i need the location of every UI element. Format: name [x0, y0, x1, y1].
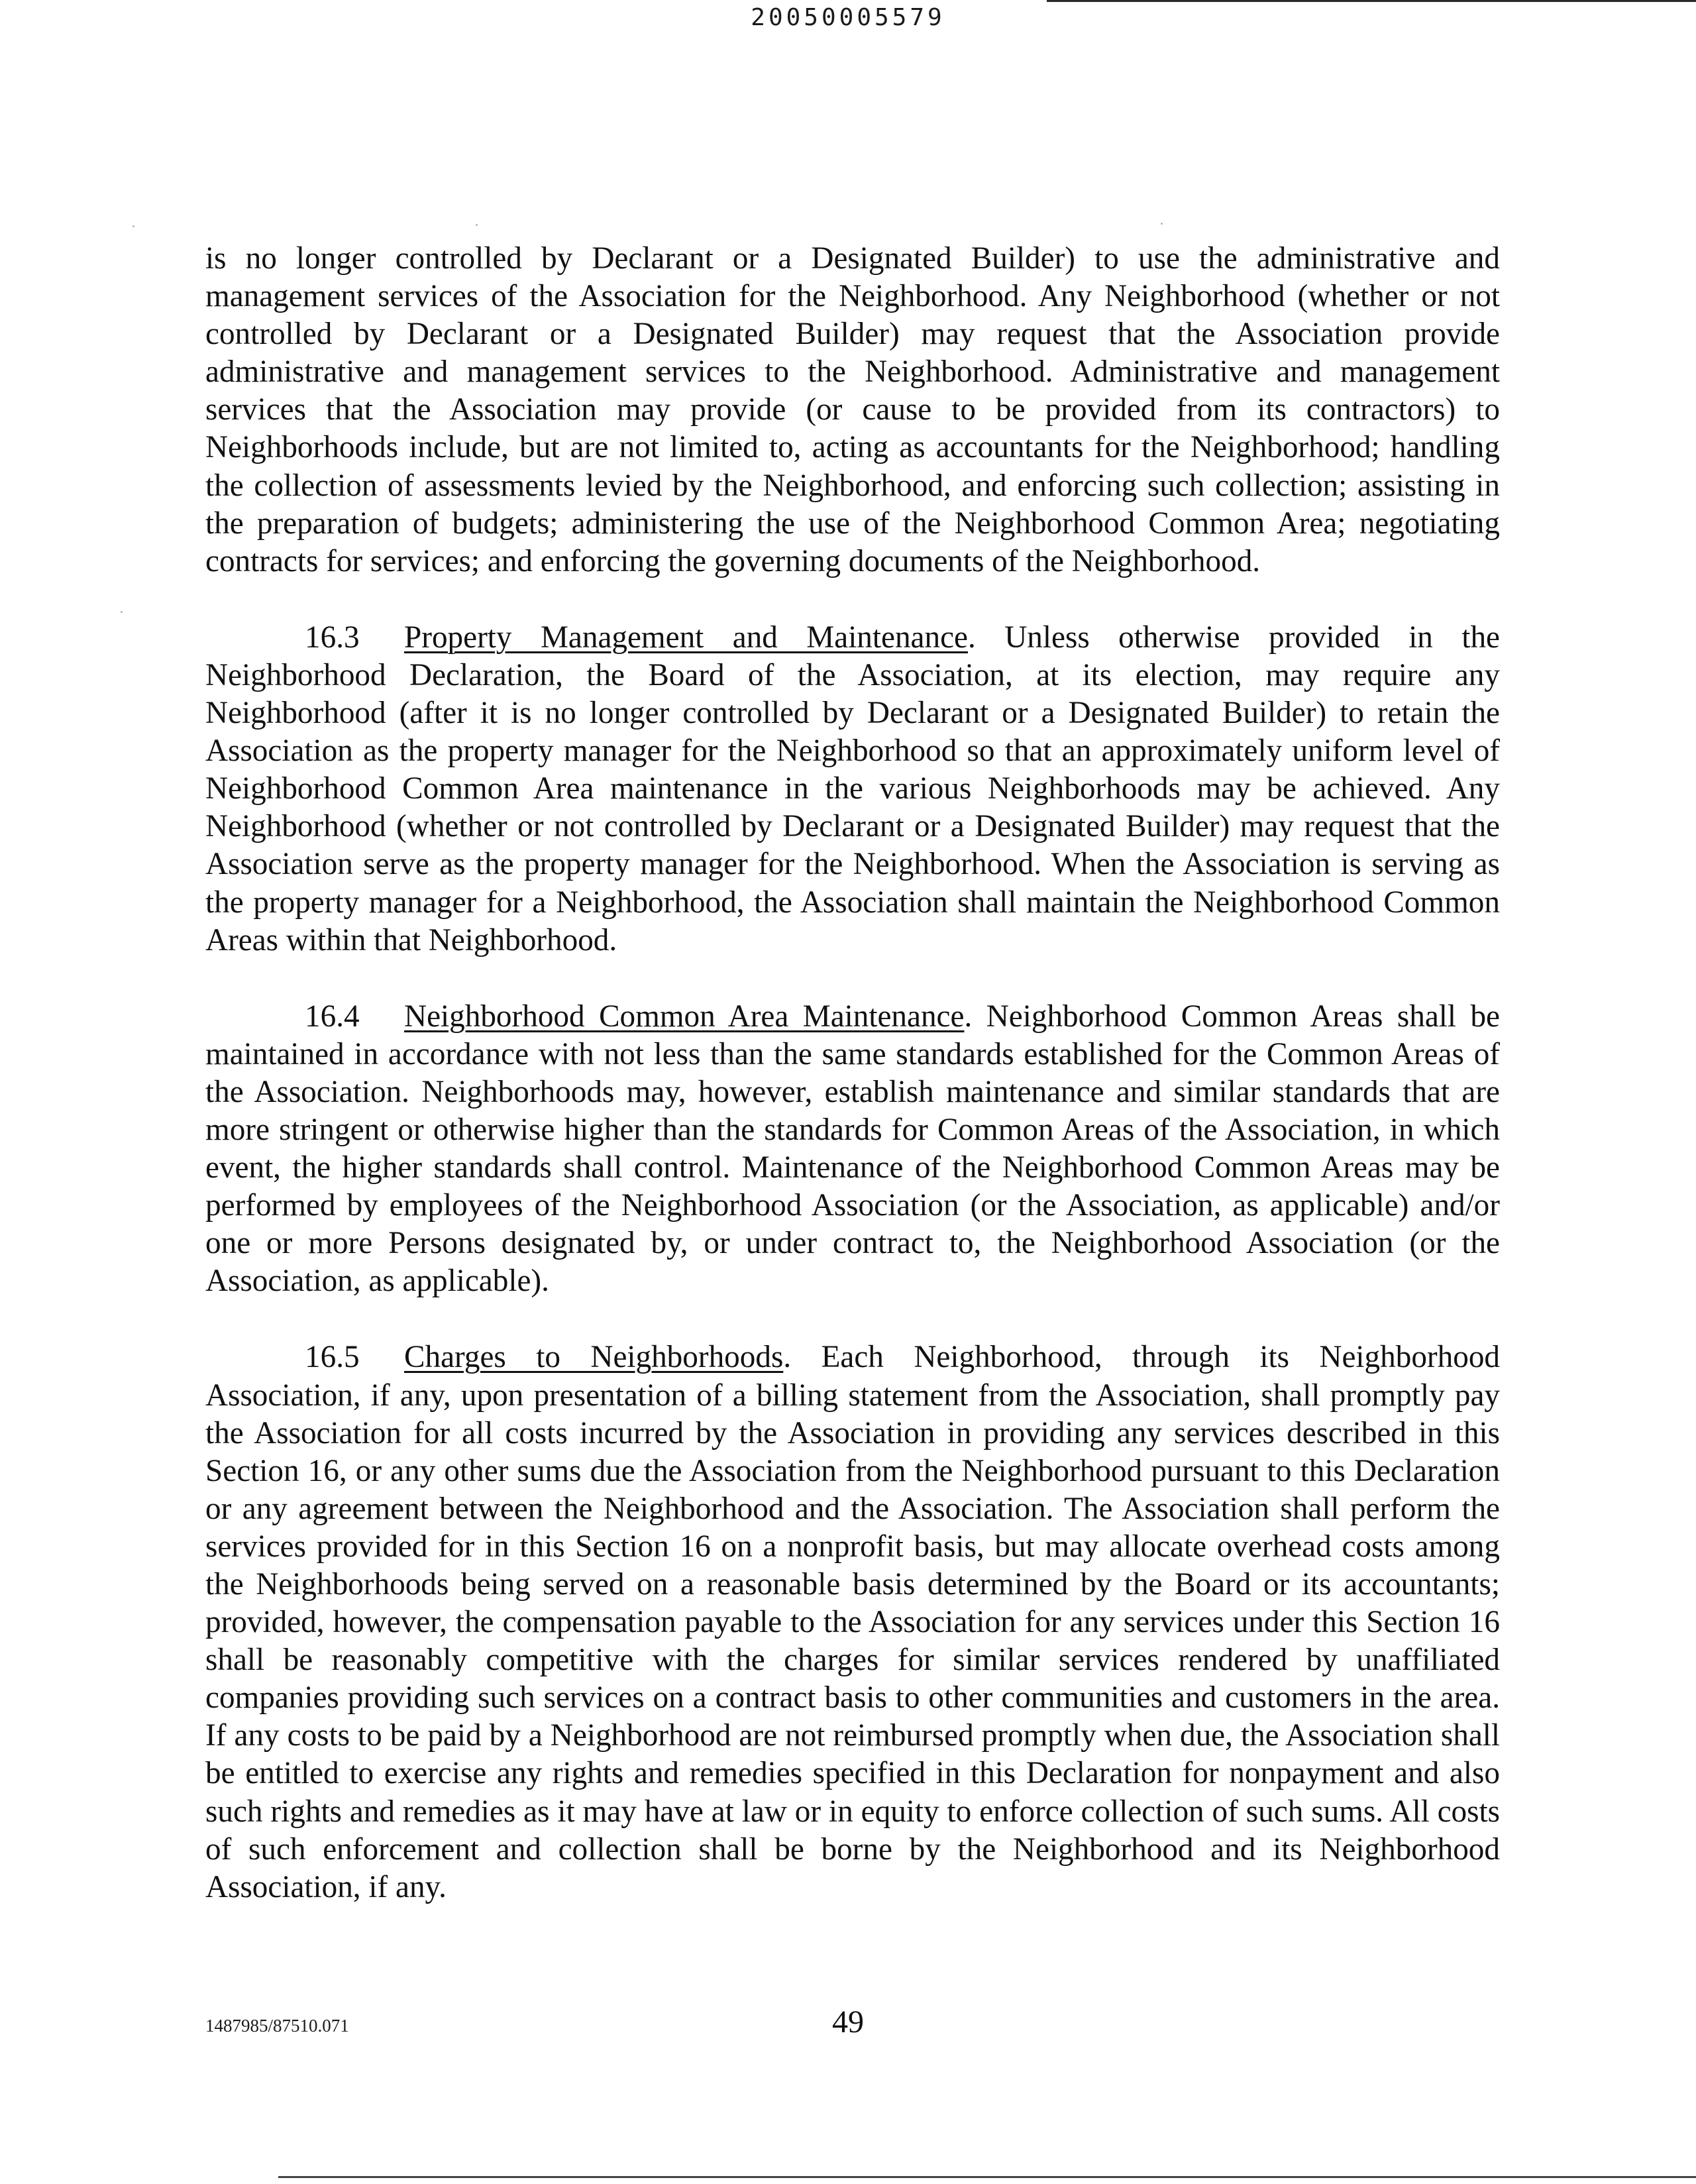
scan-speck — [476, 224, 478, 226]
section-16-5 — [205, 1338, 1500, 1906]
section-number: 16.5 — [305, 1340, 360, 1375]
document-body — [205, 240, 1500, 1945]
section-title: Property Management and Maintenance — [404, 620, 968, 655]
paragraph-continued: is no longer controlled by Declarant or a Designated Builder) to use the administrative and management services of the Association for the Neighborhood. Any Neighborhood (whether or not controlled by Declarant or a Designated Builder) may request that the Association provide administrative and management services to the Neighborhood. Administrative and management services that the Association may provide (or cause to be provided from its contractors) to Neighborhoods include, but are not limited to, acting as accountants for the Neighborhood; handling the collection of assessments levied by the Neighborhood, and enforcing such collection; assisting in the preparation of budgets; administering the use of the Neighborhood Common Area; negotiating contracts for services; and enforcing the governing documents of the Neighborhood. — [205, 241, 1500, 578]
section-text: . Unless otherwise provided in the Neighborhood Declaration, the Board of the Association, at its election, may require any Neighborhood (after it is no longer controlled by Declarant or a Designated Builder) to retain the Association as the property manager for the Neighborhood so that an approximately uniform level of Neighborhood Common Area maintenance in the various Neighborhoods may be achieved. Any Neighborhood (whether or not controlled by Declarant or a Designated Builder) may request that the Association serve as the property manager for the Neighborhood. When the Association is serving as the property manager for a Neighborhood, the Association shall maintain the Neighborhood Common Areas within that Neighborhood. — [205, 620, 1500, 957]
page-number: 49 — [832, 2004, 864, 2040]
section-title: Neighborhood Common Area Maintenance — [404, 999, 965, 1034]
scan-speck — [1161, 223, 1163, 225]
top-rule — [1047, 0, 1696, 2]
section-16-4 — [205, 998, 1500, 1301]
scan-speck — [132, 225, 134, 227]
bottom-rule — [278, 2176, 1696, 2178]
section-16-3 — [205, 619, 1500, 959]
section-title: Charges to Neighborhoods — [404, 1340, 784, 1375]
footer-document-code: 1487985/87510.071 — [205, 2016, 349, 2036]
section-text: . Each Neighborhood, through its Neighborhood Association, if any, upon presentation of a billing statement from the Association, shall promptly pay the Association for all costs incurred by the Association in providing any services described in this Section 16, or any other sums due the Association from the Neighborhood pursuant to this Declaration or any agreement between the Neighborhood and the Association. The Association shall perform the services provided for in this Section 16 on a nonprofit basis, but may allocate overhead costs among the Neighborhoods being served on a reasonable basis determined by the Board or its accountants; provided, however, the compensation payable to the Association for any services under this Section 16 shall be reasonably competitive with the charges for similar services rendered by unaffiliated companies providing such services on a contract basis to other communities and customers in the area. If any costs to be paid by a Neighborhood are not reimbursed promptly when due, the Association shall be entitled to exercise any rights and remedies specified in this Declaration for nonpayment and also such rights and remedies as it may have at law or in equity to enforce collection of such sums. All costs of such enforcement and collection shall be borne by the Neighborhood and its Neighborhood Association, if any. — [205, 1340, 1501, 1904]
section-text: . Neighborhood Common Areas shall be maintained in accordance with not less than the same standards established for the Common Areas of the Association. Neighborhoods may, however, establish maintenance and similar standards that are more stringent or otherwise higher than the standards for Common Areas of the Association, in which event, the higher standards shall control. Maintenance of the Neighborhood Common Areas may be performed by employees of the Neighborhood Association (or the Association, as applicable) and/or one or more Persons designated by, or under contract to, the Neighborhood Association (or the Association, as applicable). — [205, 999, 1500, 1299]
section-number: 16.3 — [305, 620, 360, 655]
document-number: 20050005579 — [751, 4, 945, 31]
section-number: 16.4 — [305, 999, 360, 1034]
scan-speck — [121, 611, 123, 613]
